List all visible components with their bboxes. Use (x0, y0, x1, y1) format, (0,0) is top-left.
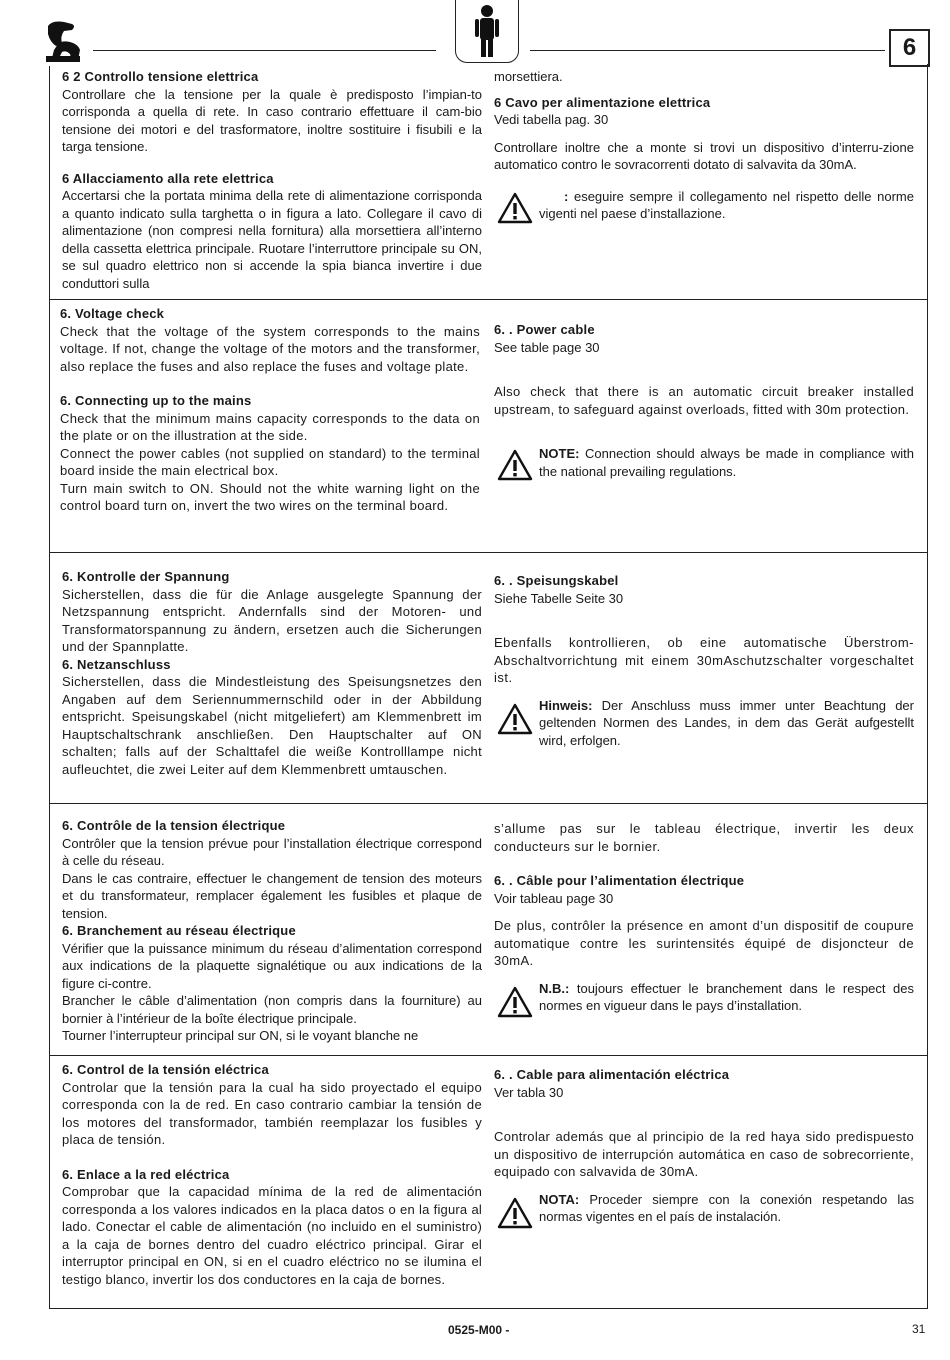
warning-triangle-icon (497, 449, 533, 481)
fr-continuation: s’allume pas sur le tableau électrique, invertir les deux conducteurs sur le bornier. (494, 821, 914, 854)
en-warning-note (494, 445, 914, 485)
fr-left-column (62, 817, 482, 1045)
fr-note-label: N.B.: (539, 980, 570, 996)
es-heading-voltage: 6. Control de la tensión eléctrica (62, 1062, 269, 1077)
warning-triangle-icon (497, 192, 533, 224)
en-note-text: Connection should always be made in compliance with the national prevailing regulations. (539, 446, 914, 479)
es-note-label: NOTA: (539, 1191, 580, 1207)
en-heading-cable: 6. . Power cable (494, 322, 595, 337)
de-breaker-text: Ebenfalls kontrollieren, ob eine automatische Überstrom-Abschaltvorrichtung mit einem 30mAschutzschalter vorgeschaltet ist. (494, 635, 914, 685)
en-heading-mains: 6. Connecting up to the mains (60, 393, 252, 408)
en-table-ref: See table page 30 (494, 339, 600, 355)
de-left-column (62, 568, 482, 778)
it-paragraph-voltage: Controllare che la tensione per la quale è predisposto l’impian-to corrisponda a quella di rete. In caso contrario effettuare il cam-bio tensione dei motori e del trasformatore, inoltre sostituire i fisubili e la targa tensione. (62, 86, 482, 154)
en-paragraph-capacity: Check that the minimum mains capacity corresponds to the data on the plate or on the illustration at the side. (60, 410, 480, 443)
de-heading-mains: 6. Netzanschluss (62, 656, 171, 672)
it-right-column (494, 68, 914, 228)
es-heading-mains: 6. Enlace a la red eléctrica (62, 1166, 230, 1182)
en-paragraph-connect: Connect the power cables (not supplied on standard) to the terminal board inside the main electrical box. (60, 445, 480, 478)
fr-paragraph-connect: Brancher le câble d’alimentation (non compris dans la fourniture) au bornier à l’intérieur de la boîte électrique principale. (62, 993, 482, 1026)
warning-triangle-icon (497, 986, 533, 1018)
es-table-ref: Ver tabla 30 (494, 1084, 564, 1100)
section-divider (49, 803, 928, 804)
it-continuation: morsettiera. (494, 69, 563, 84)
de-heading-voltage: 6. Kontrolle der Spannung (62, 569, 230, 584)
person-icon (456, 0, 518, 60)
it-left-column (62, 68, 482, 292)
fr-table-ref: Voir tableau page 30 (494, 890, 614, 906)
operator-pictogram (455, 0, 519, 63)
fr-heading-voltage: 6. Contrôle de la tension électrique (62, 818, 286, 833)
en-paragraph-switch: Turn main switch to ON. Should not the white warning light on the control board turn on, invert the two wires on the terminal board. (60, 480, 480, 513)
en-right-column (494, 321, 914, 485)
fr-warning-note (494, 980, 914, 1020)
de-note-label: Hinweis: (539, 697, 593, 713)
fr-paragraph-capacity: Vérifier que la puissance minimum du réseau d’alimentation correspond aux indications de la plaquette signalétique ou aux indications de la figure ci-contre. (62, 940, 482, 991)
fr-paragraph-change: Dans le cas contraire, effectuer le changement de tension des moteurs et du transformateur, remplacer également les fusibles et plaque de tension. (62, 870, 482, 921)
section-divider (49, 552, 928, 553)
section-divider (49, 1055, 928, 1056)
fr-heading-mains: 6. Branchement au réseau électrique (62, 923, 296, 938)
fr-paragraph-switch: Tourner l’interrupteur principal sur ON, si le voyant blanche ne (62, 1028, 419, 1043)
de-paragraph-mains: Sicherstellen, dass die Mindestleistung des Speisungsnetzes den Angaben auf dem Seriennummernschild oder in der Abbildung entspricht. Speisungskabel (nicht mitgeliefert) am Klemmenbrett im Hauptschaltschrank anschließen. Den Hauptschalter auf ON schalten; falls auf der Schalttafel die weiße Kontrolllampe nicht aufleuchtet, die zwei Leiter auf dem Klemmenbrett umtauschen. (62, 674, 482, 777)
section-divider (49, 299, 928, 300)
de-heading-cable: 6. . Speisungskabel (494, 573, 619, 588)
de-paragraph-voltage: Sicherstellen, dass die für die Anlage ausgelegte Spannung der Netzspannung entspricht. Andernfalls sind der Motoren- und Transformatorspannung zu ändern, ersetzen auch die Sicherungen und der Spannplatte. (62, 586, 482, 654)
de-warning-note (494, 697, 914, 750)
fr-right-column (494, 820, 914, 1020)
it-table-ref: Vedi tabella pag. 30 (494, 112, 609, 127)
it-warning-note (494, 188, 914, 228)
fr-heading-cable: 6. . Câble pour l’alimentation électrique (494, 873, 745, 888)
fr-paragraph-voltage: Contrôler que la tension prévue pour l’installation électrique correspond à celle du réseau. (62, 835, 482, 868)
it-note-text: eseguire sempre il collegamento nel rispetto delle norme vigenti nel paese d’installazione. (539, 188, 914, 221)
it-heading-mains: 6 Allacciamento alla rete elettrica (62, 170, 274, 186)
es-left-column (62, 1061, 482, 1288)
warning-triangle-icon (497, 703, 533, 735)
header-rule-right (530, 50, 885, 51)
it-paragraph-mains: Accertarsi che la portata minima della rete di alimentazione corrisponda a quanto indicato sulla targhetta o in figura a lato. Collegare il cavo di alimentazione (non compresi nella fornitura) alla morsettiera all’interno della cassetta elettrica principale. Ruotare l’interruttore principale su ON, se sul quadro elettrico non si accende la spia bianca invertire i due conduttori sulla (62, 188, 482, 291)
document-code: 0525-M00 - (448, 1323, 510, 1337)
en-left-column (60, 305, 480, 515)
en-paragraph-voltage: Check that the voltage of the system corresponds to the mains voltage. If not, change the voltage of the motors and the transformer, also replace the fuses and also replace the fuses and voltage plate. (60, 323, 480, 374)
es-right-column (494, 1066, 914, 1231)
es-heading-cable: 6. . Cable para alimentación eléctrica (494, 1067, 730, 1082)
de-right-column (494, 572, 914, 749)
header-rule-left (93, 50, 436, 51)
frame-right-border (927, 64, 928, 1309)
es-warning-note (494, 1191, 914, 1231)
chapter-number: 6 (889, 29, 930, 67)
en-heading-voltage: 6. Voltage check (60, 306, 165, 321)
en-breaker-text: Also check that there is an automatic circuit breaker installed upstream, to safeguard against overloads, fitted with 30m protection. (494, 384, 914, 417)
page-number: 31 (912, 1322, 926, 1336)
it-breaker-text: Controllare inoltre che a monte si trovi un dispositivo d’interru-zione automatico contro le sovracorrenti dotato di salvavita da 30mA. (494, 139, 914, 172)
it-note-label: : (564, 188, 569, 204)
frame-left-border (49, 66, 50, 1309)
en-note-label: NOTE: (539, 446, 580, 461)
it-heading-voltage: 6 2 Controllo tensione elettrica (62, 69, 259, 84)
de-table-ref: Siehe Tabelle Seite 30 (494, 590, 624, 606)
frame-bottom-border (49, 1308, 928, 1309)
de-note-text: Der Anschluss muss immer unter Beachtung der geltenden Normen des Landes, in dem das Gerät aufgestellt wird, erfolgen. (539, 697, 914, 748)
brand-logo-icon (42, 20, 88, 64)
es-paragraph-voltage: Controlar que la tensión para la cual ha sido proyectado el equipo corresponda con la de red. En caso contrario cambiar la tensión de los motores del transformador, también reemplazar los fusibles y placa de tensión. (62, 1079, 482, 1147)
fr-breaker-text: De plus, contrôler la présence en amont d’un dispositif de coupure automatique contre les surintensités équipé de disjoncteur de 30mA. (494, 918, 914, 968)
fr-note-text: toujours effectuer le branchement dans le respect des normes en vigueur dans le pays d’installation. (539, 980, 914, 1013)
es-note-text: Proceder siempre con la conexión respetando las normas vigentes en el país de instalación. (539, 1191, 914, 1224)
it-heading-cable: 6 Cavo per alimentazione elettrica (494, 94, 711, 110)
warning-triangle-icon (497, 1197, 533, 1229)
es-paragraph-mains: Comprobar que la capacidad mínima de la red de alimentación corresponda a los valores indicados en la placa datos o en la figura al lado. Conectar el cable de alimentación (no incluido en el suministro) a la caja de bornes dentro del cuadro eléctrico principal. Girar el interruptor principal en ON, si en el cuadro eléctrico no se ilumina el testigo blanco, invertir los dos conductores en la caja de bornes. (62, 1184, 482, 1287)
es-breaker-text: Controlar además que al principio de la red haya sido predispuesto un dispositivo de interrupción automática en caso de sobrecorriente, equipado con salvavida de 30mA. (494, 1129, 914, 1179)
